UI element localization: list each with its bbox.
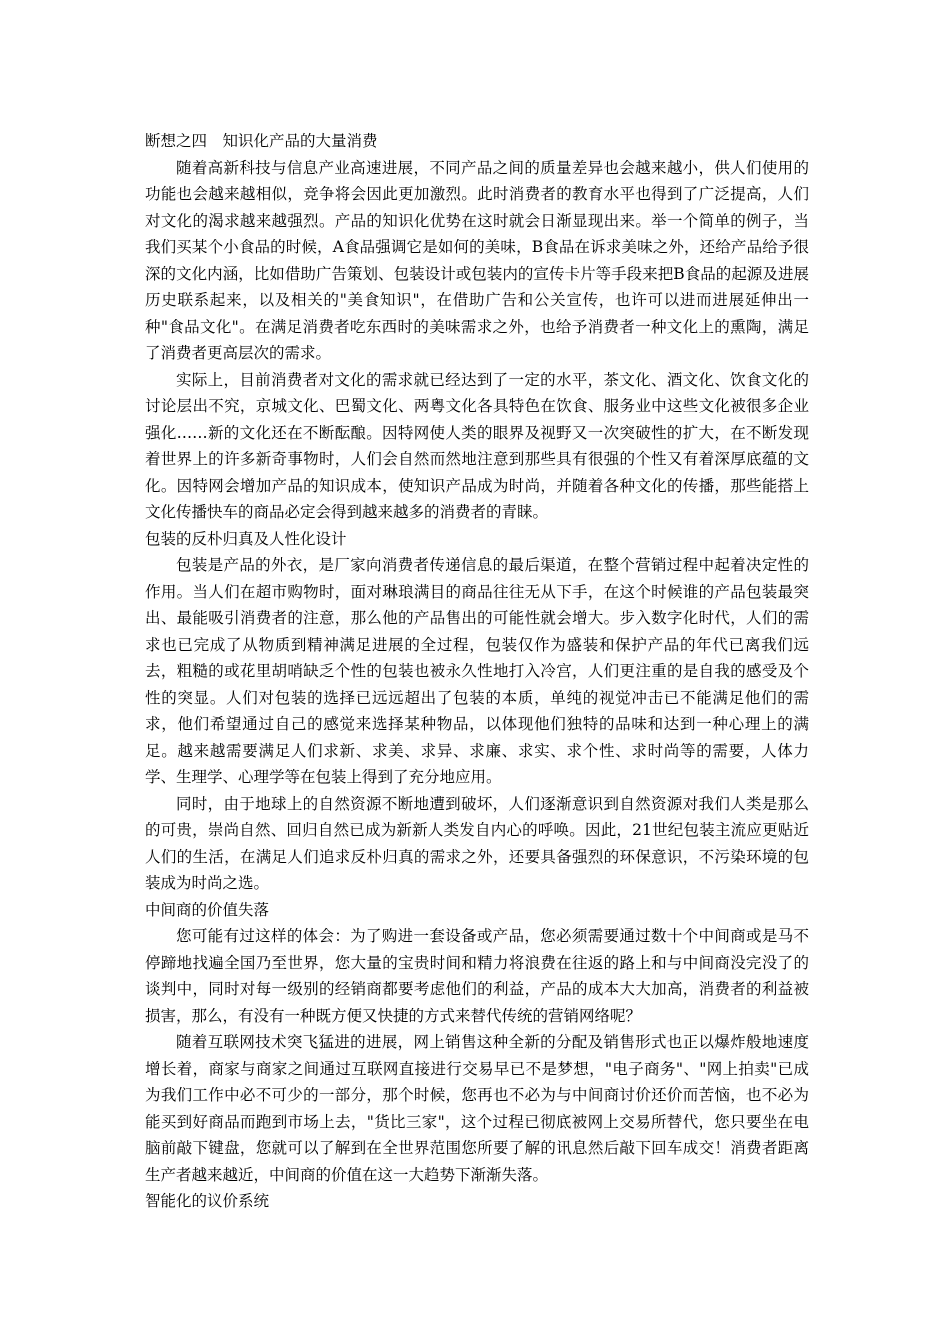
section-heading: 智能化的议价系统 bbox=[145, 1192, 270, 1210]
body-paragraph: 同时，由于地球上的自然资源不断地遭到破坏，人们逐渐意识到自然资源对我们人类是那么的可贵，崇尚自然、回归自然已成为新新人类发自内心的呼唤。因此，21世纪包装主流应更贴近人们的生活，在满足人们追求反朴归真的需求之外，还要具备强烈的环保意识，不污染环境的包装成为时尚之选。 bbox=[145, 794, 809, 892]
section-heading: 包装的反朴归真及人性化设计 bbox=[145, 529, 347, 548]
body-paragraph: 您可能有过这样的体会：为了购进一套设备或产品，您必须需要通过数十个中间商或是马不停蹄地找遍全国乃至世界，您大量的宝贵时间和精力将浪费在往返的路上和与中间商没完没了的谈判中，同时对每一级别的经销商都要考虑他们的利益，产品的成本大大加高，消费者的利益被损害，那么，有没有一种既方便又快捷的方式来替代传统的营销网络呢？ bbox=[145, 927, 809, 1025]
section-heading: 中间商的价值失落 bbox=[145, 900, 270, 919]
section-heading: 断想之四 知识化产品的大量消费 bbox=[145, 132, 378, 150]
body-paragraph: 包装是产品的外衣，是厂家向消费者传递信息的最后渠道，在整个营销过程中起着决定性的作用。当人们在超市购物时，面对琳琅满目的商品往往无从下手，在这个时候谁的产品包装最突出、最能吸引消费者的注意，那么他的产品售出的可能性就会增大。步入数字化时代，人们的需求也已完成了从物质到精神满足进展的全过程，包装仅作为盛装和保护产品的年代已离我们远去，粗糙的或花里胡哨缺乏个性的包装也被永久性地打入冷宫，人们更注重的是自我的感受及个性的突显。人们对包装的选择已远远超出了包装的本质，单纯的视觉冲击已不能满足他们的需求，他们希望通过自己的感觉来选择某种物品，以体现他们独特的品味和达到一种心理上的满足。越来越需要满足人们求新、求美、求异、求廉、求实、求个性、求时尚等的需要，人体力学、生理学、心理学等在包装上得到了充分地应用。 bbox=[145, 556, 809, 786]
body-paragraph: 实际上，目前消费者对文化的需求就已经达到了一定的水平，茶文化、酒文化、饮食文化的讨论层出不究，京城文化、巴蜀文化、两粤文化各具特色在饮食、服务业中这些文化被很多企业强化……新的文化还在不断酝酿。因特网使人类的眼界及视野又一次突破性的扩大，在不断发现着世界上的许多新奇事物时，人们会自然而然地注意到那些具有很强的个性又有着深厚底蕴的文化。因特网会增加产品的知识成本，使知识产品成为时尚，并随着各种文化的传播，那些能搭上文化传播快车的商品必定会得到越来越多的消费者的青睐。 bbox=[145, 370, 809, 521]
body-paragraph: 随着互联网技术突飞猛进的进展，网上销售这种全新的分配及销售形式也正以爆炸般地速度增长着，商家与商家之间通过互联网直接进行交易早已不是梦想，"电子商务"、"网上拍卖"已成为我们工作中必不可少的一部分，那个时候，您再也不必为与中间商讨价还价而苦恼，也不必为能买到好商品而跑到市场上去，"货比三家"，这个过程已彻底被网上交易所替代，您只要坐在电脑前敲下键盘，您就可以了解到在全世界范围您所要了解的讯息然后敲下回车成交！消费者距离生产者越来越近，中间商的价值在这一大趋势下渐渐失落。 bbox=[145, 1033, 809, 1184]
document-page bbox=[145, 128, 809, 1215]
body-paragraph: 随着高新科技与信息产业高速进展，不同产品之间的质量差异也会越来越小，供人们使用的功能也会越来越相似，竞争将会因此更加激烈。此时消费者的教育水平也得到了广泛提高，人们对文化的渴求越来越强烈。产品的知识化优势在这时就会日渐显现出来。举一个简单的例子，当我们买某个小食品的时候，A食品强调它是如何的美味，B食品在诉求美味之外，还给产品给予很深的文化内涵，比如借助广告策划、包装设计或包装内的宣传卡片等手段来把B食品的起源及进展历史联系起来，以及相关的"美食知识"，在借助广告和公关宣传，也许可以进而进展延伸出一种"食品文化"。在满足消费者吃东西时的美味需求之外，也给予消费者一种文化上的熏陶，满足了消费者更高层次的需求。 bbox=[145, 158, 809, 362]
